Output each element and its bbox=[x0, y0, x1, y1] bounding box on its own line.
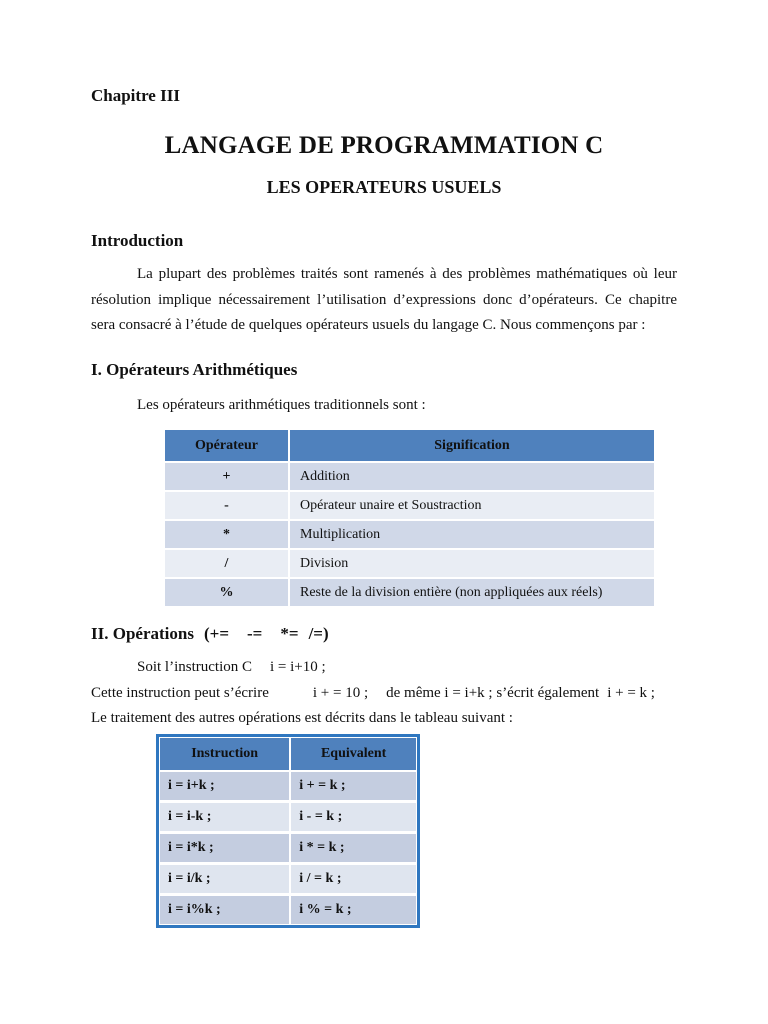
table-header: Opérateur bbox=[165, 430, 290, 461]
table-row bbox=[165, 490, 654, 519]
page-title: LANGAGE DE PROGRAMMATION C bbox=[164, 132, 604, 159]
equivalence-line bbox=[91, 685, 655, 702]
table-header: Equivalent bbox=[291, 738, 416, 772]
arithmetic-operators-table bbox=[165, 430, 654, 606]
instruction-code: i = i+10 ; bbox=[270, 659, 326, 675]
operator-cell: + bbox=[165, 461, 290, 490]
section2-heading bbox=[91, 624, 329, 644]
intro-paragraph-text: La plupart des problèmes traités sont ramenés à des problèmes mathématiques où leur résolution implique nécessairement l’utilisation d’expressions donc d’opérateurs. Ce chapitre sera consacré à l’étude de quelques opérateurs usuels du langage C. Nous commençons par : bbox=[91, 266, 677, 333]
equivalent-cell: i % = k ; bbox=[291, 896, 416, 924]
table-row bbox=[165, 577, 654, 606]
table-row bbox=[165, 461, 654, 490]
meaning-cell: Division bbox=[290, 548, 654, 577]
table-row bbox=[160, 803, 416, 834]
section1-lead: Les opérateurs arithmétiques traditionnels sont : bbox=[137, 397, 426, 413]
table-intro-line: Le traitement des autres opérations est décrits dans le tableau suivant : bbox=[91, 710, 513, 726]
meaning-cell: Multiplication bbox=[290, 519, 654, 548]
equivalence-text-2: de même i = i+k ; s’écrit également bbox=[386, 685, 600, 701]
operator-cell: % bbox=[165, 577, 290, 606]
meaning-cell: Opérateur unaire et Soustraction bbox=[290, 490, 654, 519]
page-subtitle: LES OPERATEURS USUELS bbox=[266, 177, 502, 197]
section2-op: (+= bbox=[203, 624, 230, 643]
equivalence-text: Cette instruction peut s’écrire bbox=[91, 685, 269, 701]
table-row bbox=[160, 834, 416, 865]
table-row bbox=[165, 548, 654, 577]
equivalent-cell: i / = k ; bbox=[291, 865, 416, 896]
equivalent-cell: i * = k ; bbox=[291, 834, 416, 865]
section2-op: /=) bbox=[308, 624, 329, 643]
section2-op: *= bbox=[280, 624, 299, 643]
chapter-label: Chapitre III bbox=[91, 86, 180, 105]
section2-heading-prefix: II. Opérations bbox=[91, 624, 194, 643]
instruction-cell: i = i+k ; bbox=[160, 772, 291, 803]
operator-cell: * bbox=[165, 519, 290, 548]
instruction-cell: i = i/k ; bbox=[160, 865, 291, 896]
table-header: Signification bbox=[290, 430, 654, 461]
instruction-line bbox=[137, 659, 326, 676]
intro-heading: Introduction bbox=[91, 231, 184, 250]
equivalence-code: i + = 10 ; bbox=[312, 685, 369, 701]
operator-cell: / bbox=[165, 548, 290, 577]
table-header: Instruction bbox=[160, 738, 291, 772]
intro-paragraph bbox=[91, 262, 677, 339]
instruction-cell: i = i%k ; bbox=[160, 896, 291, 924]
section2-op: -= bbox=[247, 624, 263, 643]
equivalence-code-2: i + = k ; bbox=[607, 685, 655, 701]
equivalent-cell: i - = k ; bbox=[291, 803, 416, 834]
table-row bbox=[165, 519, 654, 548]
section1-heading: I. Opérateurs Arithmétiques bbox=[91, 360, 298, 379]
table-row bbox=[160, 865, 416, 896]
instruction-cell: i = i-k ; bbox=[160, 803, 291, 834]
table-row bbox=[160, 772, 416, 803]
compound-operators-table bbox=[160, 738, 416, 924]
instruction-cell: i = i*k ; bbox=[160, 834, 291, 865]
operator-cell: - bbox=[165, 490, 290, 519]
compound-operators-table-frame bbox=[156, 734, 420, 928]
table-row bbox=[160, 896, 416, 924]
meaning-cell: Reste de la division entière (non appliquées aux réels) bbox=[290, 577, 654, 606]
equivalent-cell: i + = k ; bbox=[291, 772, 416, 803]
meaning-cell: Addition bbox=[290, 461, 654, 490]
instruction-text: Soit l’instruction C bbox=[137, 659, 253, 675]
